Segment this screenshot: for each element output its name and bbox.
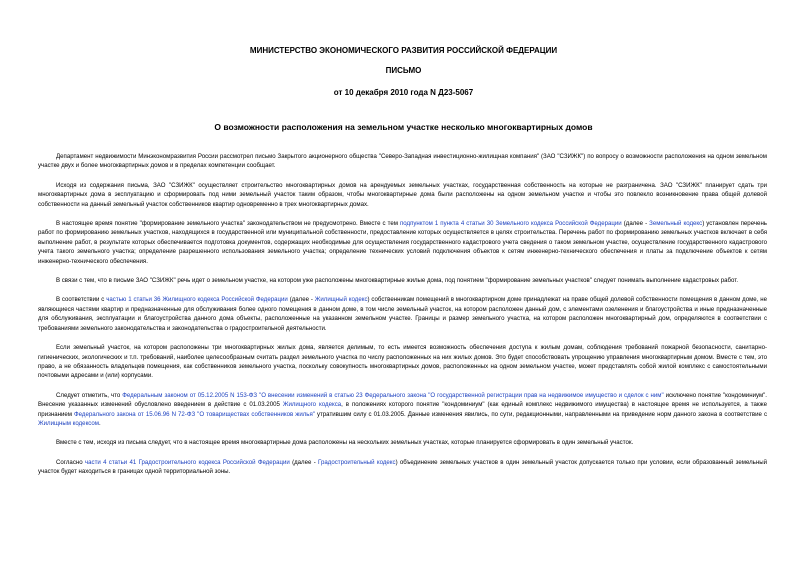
- paragraph-4: [38, 276, 767, 285]
- link-federal-law-153[interactable]: Федеральным законом от 05.12.2005 N 153-ФЗ "О внесении изменений в статью 23 Федерального закона "О государственной регистрации прав на недвижимое имущество и сделок с ним": [122, 391, 664, 399]
- text: утратившим силу с 01.03.2005. Данные изменения явились, по сути, редакционными, направленными на приведение норм данного закона в соответствие с: [314, 410, 768, 418]
- text: ) собственникам помещений в многоквартирном доме принадлежат на праве общей долевой собственности помещения в данном доме, не являющиеся частями квартир и предназначенные для обслуживания более одного помещения в данном доме, в том числе земельный участок, на котором расположен данный дом, с элементами озеленения и благоустройства и иные предназначенные для обслуживания, эксплуатации и благоустройства данного дома объекты, расположенные на указанном земельном участке. Границы и размер земельного участка, на котором расположен многоквартирный дом, определяются в соответствии с требованиями земельного законодательства и законодательства о градостроительной деятельности.: [38, 296, 768, 332]
- document-type: ПИСЬМО: [385, 66, 422, 75]
- text: , в положениях которого понятие "кондоминиум" (как единый комплекс недвижимого имущества) в настоящее время не используется, а также признанием: [38, 401, 767, 418]
- paragraph-6: [38, 343, 767, 381]
- link-housing-code-art36[interactable]: частью 1 статьи 36 Жилищного кодекса Российской Федерации: [106, 296, 288, 304]
- link-urban-code[interactable]: Градостроительный кодекс: [318, 458, 396, 466]
- text: (далее -: [289, 458, 319, 466]
- text: Если земельный участок, на котором расположены три многоквартирных жилых дома, является делимым, то есть имеется возможность обеспечения доступа к жилым домам, соблюдения требований пожарной безопасности, санитарно-гигиенических, экологических и т.п. требований, наиболее целесообразным считать раздел земельного участка по числу расположенных на них жилых домов. Это будет способствовать упрощению управления многоквартирным домом. Вместе с тем, это право, а не обязанность владельцев помещения, как собственников земельного участка, поскольку совокупность многоквартирных домов, расположенных на одном земельном участке, может представлять собой жилой комплекс с самостоятельными почтовыми адресами и (или) корпусами.: [38, 344, 767, 380]
- text: .: [99, 419, 101, 427]
- document-date-number: от 10 декабря 2010 года N Д23-5067: [333, 88, 474, 97]
- text: В соответствии с: [56, 296, 107, 304]
- text: Исходя из содержания письма, ЗАО "СЗИЖК" осуществляет строительство многоквартирных домов на арендуемых земельных участках, государственная собственность на которые не разграничена. ЗАО "СЗИЖК" планирует сдать три многоквартирных дома в эксплуатацию и сформировать под ними земельный участок таким образом, чтобы многоквартирные дома были расположены на одном земельном участке и чтобы это повлекло возникновение права общей долевой собственности на данный земельный участок собственников квартир одновременно в трех многоквартирных домах.: [38, 181, 767, 208]
- paragraph-8: [38, 438, 767, 447]
- document-subject: О возможности расположения на земельном участке несколько многоквартирных домов: [214, 122, 593, 132]
- text: ) установлен перечень работ по формированию земельных участков, находящихся в государственной или муниципальной собственности, предоставление которых осуществляется в целях строительства. Перечень работ по формированию земельных участков включает в себя выполнение работ, в результате которых обеспечивается подготовка документов, содержащих необходимые для осуществления государственного кадастрового учета сведения о таком земельном участке, осуществление государственного кадастрового учета такого земельного участка; определение разрешенного использования земельного участка; определение технических условий подключения объектов к сетям инженерно-технического обеспечения и платы за подключение объектов к сетям инженерно-технического обеспечения.: [38, 220, 767, 265]
- text: исключено понятие "кондоминиум". Внесение указанных изменений обусловлено введением в действие с 01.03.2005: [38, 391, 767, 409]
- paragraph-9: [38, 458, 767, 477]
- text: (далее -: [287, 296, 315, 304]
- link-land-code[interactable]: Земельный кодекс: [649, 220, 703, 228]
- link-housing-code[interactable]: Жилищного кодекса: [282, 401, 342, 409]
- link-housing-code[interactable]: Жилищным кодексом: [38, 419, 99, 427]
- paragraph-1: [38, 152, 767, 171]
- text: Следует отметить, что: [56, 391, 123, 399]
- link-federal-law-72[interactable]: Федерального закона от 15.06.96 N 72-ФЗ "О товариществах собственников жилья": [74, 410, 315, 418]
- text: Департамент недвижимости Минэкономразвития России рассмотрел письмо Закрытого акционерного общества "Северо-Западная инвестиционно-жилищная компания" (ЗАО "СЗИЖК") по вопросу о возможности расположения на одном земельном участке двух и более многоквартирных домов и в пределах компетенции сообщает.: [38, 153, 767, 170]
- paragraph-2: [38, 181, 767, 209]
- paragraph-5: [38, 295, 767, 333]
- text: Согласно: [56, 458, 85, 466]
- link-housing-code[interactable]: Жилищный кодекс: [314, 296, 368, 304]
- text: Вместе с тем, исходя из письма следует, что в настоящее время многоквартирные дома расположены на нескольких земельных участках, которые планируется сформировать в один земельный участок.: [56, 439, 634, 447]
- link-land-code-art30[interactable]: подпунктом 1 пункта 4 статьи 30 Земельного кодекса Российской Федерации: [399, 220, 622, 228]
- paragraph-3: [38, 219, 767, 266]
- text: ) объединение земельных участков в один земельный участок допускается только при условии, если образованный земельный участок будет находиться в границах одной территориальной зоны.: [38, 458, 768, 476]
- paragraph-7: [38, 391, 767, 429]
- link-urban-code-art41[interactable]: части 4 статьи 41 Градостроительного кодекса Российской Федерации: [84, 458, 290, 466]
- text: В связи с тем, что в письме ЗАО "СЗИЖК" речь идет о земельном участке, на котором уже расположены многоквартирные жилые дома, под понятием "формирование земельных участков" следует понимать выполнение кадастровых работ.: [56, 277, 739, 285]
- text: В настоящее время понятие "формирование земельного участка" законодательством не предусмотрено. Вместе с тем: [56, 220, 400, 228]
- ministry-title: МИНИСТЕРСТВО ЭКОНОМИЧЕСКОГО РАЗВИТИЯ РОССИЙСКОЙ ФЕДЕРАЦИИ: [249, 46, 558, 55]
- document-body: [38, 152, 767, 487]
- text: (далее -: [621, 220, 650, 228]
